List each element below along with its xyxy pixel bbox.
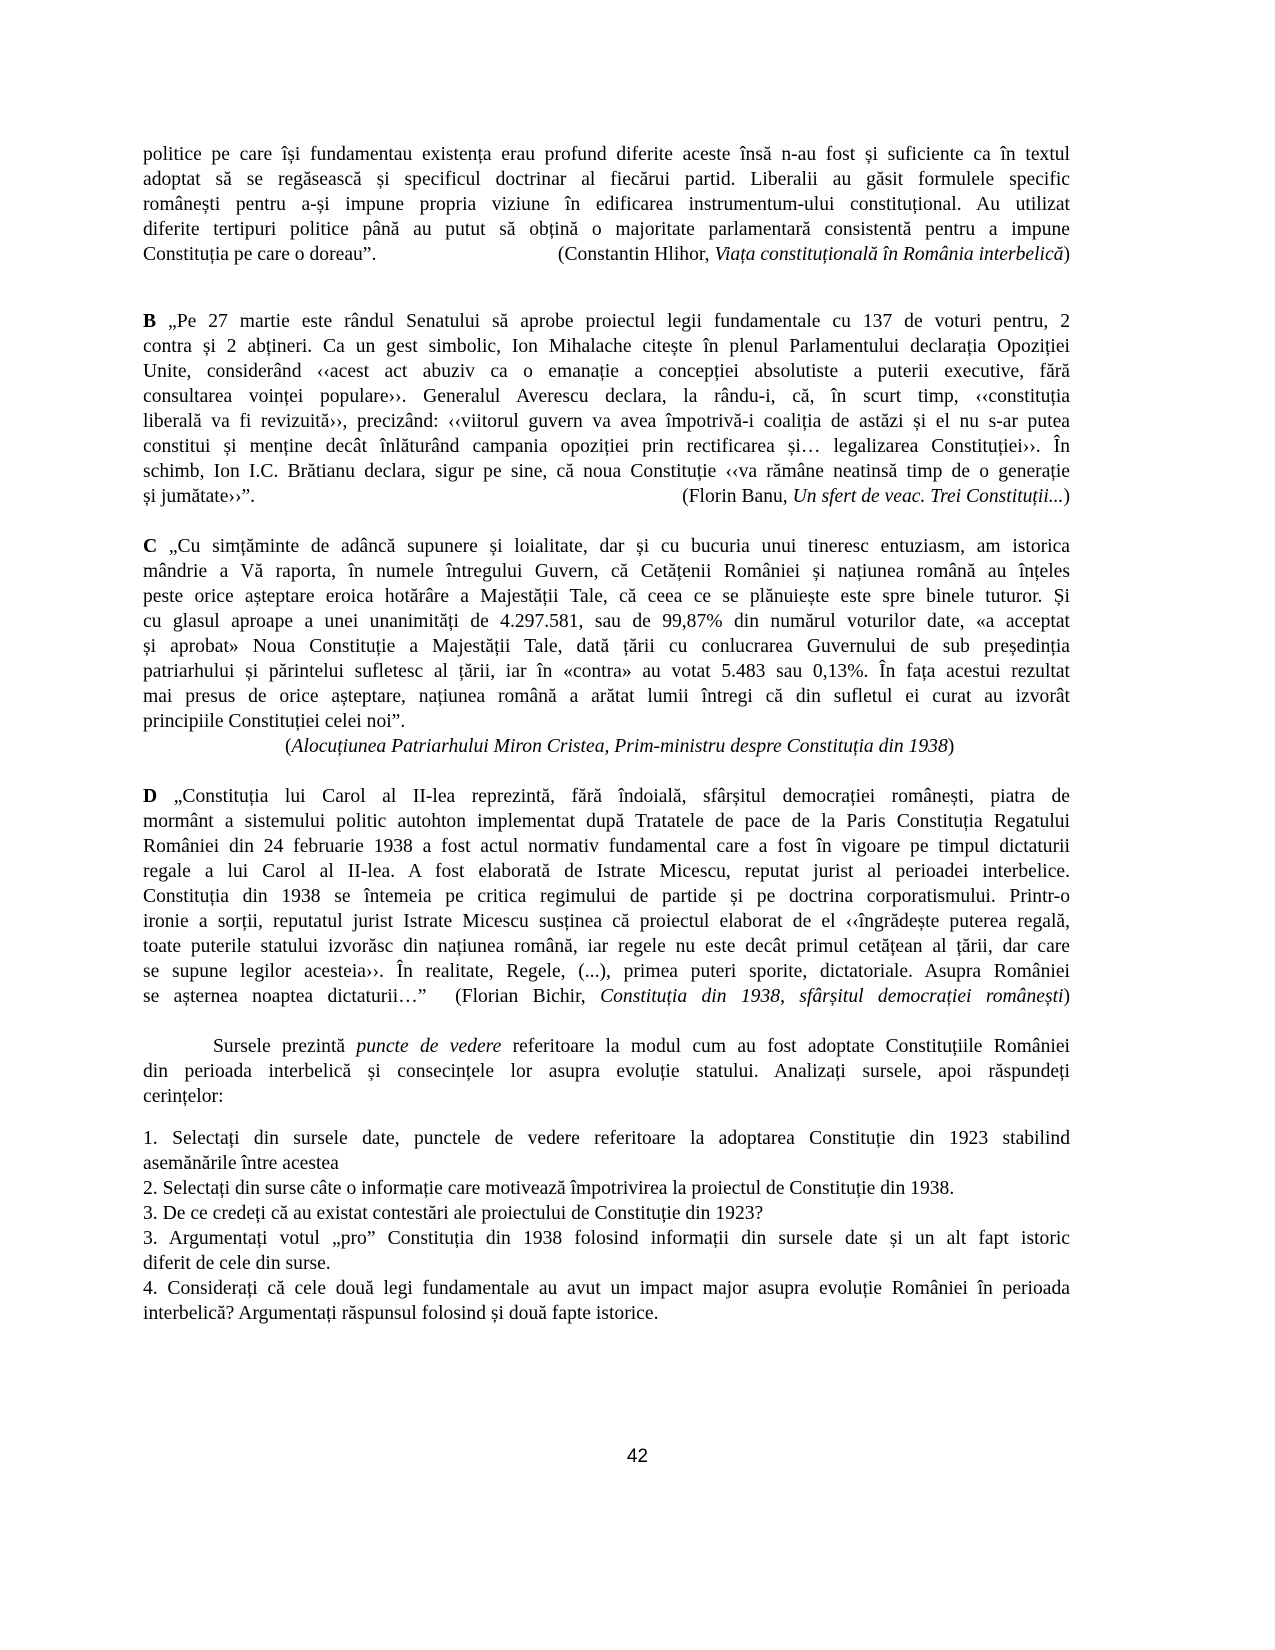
source-d	[143, 784, 1070, 1009]
line-text: se supune legilor acesteia››. În realitate, Regele, (...), primea puteri sporite, dictatoriale. Asupra României	[143, 961, 1070, 982]
question-item	[143, 1276, 1070, 1326]
question-item	[143, 1176, 1070, 1201]
line-text: schimb, Ion I.C. Brătianu declara, sigur pe sine, că noua Constituție ‹‹va rămâne neatinsă timp de o generație	[143, 461, 1070, 482]
question-item	[143, 1226, 1070, 1276]
source-b	[143, 309, 1070, 509]
page-number: 42	[626, 1446, 649, 1467]
question-line: 2. Selectați din surse câte o informație care motivează împotrivirea la proiectul de Constituție din 1938.	[143, 1178, 955, 1199]
citation-title: Viața constituțională în România interbelică	[714, 244, 1064, 265]
source-line	[143, 834, 1070, 859]
citation-close: )	[947, 736, 955, 757]
source-line	[143, 142, 1070, 167]
line-text: patriarhului și părintelui sufletesc al țării, iar în «contra» au votat 5.483 sau 0,13%. În fața acestui rezultat	[143, 661, 1070, 682]
question-line: asemănările între acestea	[143, 1153, 339, 1174]
source-line	[143, 309, 1070, 334]
source-line	[143, 859, 1070, 884]
line-text: ironie a sorții, reputatul jurist Istrate Micescu susținea că proiectul elaborat de el ‹‹îngrădește puterea regală,	[143, 911, 1070, 932]
source-last-line	[143, 984, 1070, 1009]
source-a	[143, 142, 1070, 267]
line-text: „Constituția lui Carol al II-lea reprezintă, fără îndoială, sfârșitul democrației românești, piatra de	[173, 786, 1070, 807]
line-text: principiile Constituției celei noi”.	[143, 711, 406, 732]
question-item	[143, 1201, 1070, 1226]
question-item	[143, 1126, 1070, 1176]
instructions-line: din perioada interbelică și consecințele lor asupra evoluție statului. Analizați sursele, apoi răspundeți	[143, 1061, 1070, 1082]
source-line	[143, 167, 1070, 192]
emphasis-text: puncte de vedere	[356, 1036, 502, 1057]
source-line	[143, 634, 1070, 659]
citation-author: (	[285, 736, 292, 757]
source-line	[143, 884, 1070, 909]
citation-author: (Florian Bichir,	[455, 986, 601, 1007]
line-text: consultarea voinței populare››. Generalul Averescu declara, la rându-i, că, în scurt timp, ‹‹constituția	[143, 386, 1070, 407]
source-line	[143, 684, 1070, 709]
citation-title: Un sfert de veac. Trei Constituții...	[792, 486, 1064, 507]
instructions-line: cerințelor:	[143, 1086, 224, 1107]
line-text: adoptat să se regăsească și specificul doctrinar al fiecărui partid. Liberalii au găsit formulele specific	[143, 169, 1070, 190]
line-text: mormânt a sistemului politic autohton implementat după Tratatele de pace de la Paris Constituția Regatului	[143, 811, 1070, 832]
line-text: cu glasul aproape a unei unanimități de 4.297.581, sau de 99,87% din numărul voturilor date, «a acceptat	[143, 611, 1070, 632]
source-line	[143, 384, 1070, 409]
line-text: „Pe 27 martie este rândul Senatului să aprobe proiectul legii fundamentale cu 137 de voturi pentru, 2	[168, 311, 1070, 332]
line-text: regale a lui Carol al II-lea. A fost elaborată de Istrate Micescu, reputat jurist al perioadei interbelice.	[143, 861, 1070, 882]
source-line	[143, 809, 1070, 834]
source-last-line	[143, 484, 1070, 509]
citation-title: Constituția din 1938, sfârșitul democrației românești	[600, 986, 1064, 1007]
line-text: contra și 2 abțineri. Ca un gest simbolic, Ion Mihalache citește în plenul Parlamentului declarația Opoziției	[143, 336, 1070, 357]
line-text: toate puterile statului izvorăsc din națiunea română, iar regele nu este decât primul cetățean al țării, dar care	[143, 936, 1070, 957]
citation-close: )	[1063, 486, 1070, 507]
citation-title: Alocuțiunea Patriarhului Miron Cristea, Prim-ministru despre Constituția din 1938	[291, 736, 948, 757]
source-line	[143, 334, 1070, 359]
question-line: 3. Argumentați votul „pro” Constituția din 1938 folosind informații din sursele date și un alt fapt istoric	[143, 1228, 1070, 1249]
line-text: Constituția din 1938 se întemeia pe critica regimului de partide și pe doctrina corporatismului. Printr-o	[143, 886, 1070, 907]
source-citation	[558, 242, 1070, 267]
line-text: românești pentru a-și impune propria viziune în edificarea instrumentum-ului constituțional. Au utilizat	[143, 194, 1070, 215]
source-line	[143, 559, 1070, 584]
citation-close: )	[1063, 244, 1070, 265]
source-line	[143, 192, 1070, 217]
line-text: se așternea noaptea dictaturii…”	[143, 986, 427, 1007]
source-line	[143, 959, 1070, 984]
source-line	[143, 534, 1070, 559]
question-line: 1. Selectați din sursele date, punctele de vedere referitoare la adoptarea Constituție din 1923 stabilind	[143, 1128, 1070, 1149]
line-text: și aprobat» Noua Constituție a Majestății Tale, dată țării cu conlucrarea Guvernului de sub președinția	[143, 636, 1070, 657]
line-text: mai presus de orice așteptare, națiunea română a arătat lumii întregi că din sufletul ei curat au izvorât	[143, 686, 1070, 707]
question-line: interbelică? Argumentați răspunsul folosind și două fapte istorice.	[143, 1303, 659, 1324]
line-text: liberală va fi revizuită››, precizând: ‹‹viitorul guvern va avea împotrivă-i coaliția de astăzi și el nu s-ar putea	[143, 411, 1070, 432]
line-text: „Cu simțăminte de adâncă supunere și loialitate, dar și cu bucuria unui tineresc entuziasm, am istorica	[168, 536, 1070, 557]
text: referitoare la modul cum au fost adoptate Constituțiile României	[501, 1036, 1070, 1057]
line-text: României din 24 februarie 1938 a fost actul normativ fundamental care a fost în vigoare pe timpul dictaturii	[143, 836, 1070, 857]
source-line	[143, 659, 1070, 684]
questions-list	[143, 1126, 1070, 1326]
source-line	[143, 584, 1070, 609]
source-citation	[285, 736, 954, 757]
source-line	[143, 359, 1070, 384]
source-line	[143, 784, 1070, 809]
source-line	[143, 434, 1070, 459]
source-line	[143, 934, 1070, 959]
source-letter: D	[143, 786, 158, 807]
citation-line	[143, 734, 1070, 759]
line-text: și jumătate››”.	[143, 486, 256, 507]
question-line: diferit de cele din surse.	[143, 1253, 331, 1274]
source-line	[143, 217, 1070, 242]
instructions-paragraph	[143, 1034, 1070, 1109]
source-last-line	[143, 242, 1070, 267]
line-text: constitui și menține decât înlăturând campania opoziției prin rectificarea și… legalizarea Constituției››. În	[143, 436, 1070, 457]
line-text: peste orice așteptare eroica hotărâre a Majestății Tale, că ceea ce se plănuiește este spre binele tuturor. Și	[143, 586, 1070, 607]
citation-author: (Constantin Hlihor,	[557, 244, 715, 265]
line-text: mândrie a Vă raporta, în numele întregului Guvern, că Cetățenii României și națiunea română au înțeles	[143, 561, 1070, 582]
source-letter: B	[143, 311, 157, 332]
document-page	[143, 142, 1070, 1326]
citation-author: (Florin Banu,	[682, 486, 793, 507]
source-last-line	[143, 709, 1070, 734]
source-line	[143, 609, 1070, 634]
source-line	[143, 409, 1070, 434]
source-letter: C	[143, 536, 158, 557]
source-citation	[455, 986, 1070, 1007]
question-line: 3. De ce credeți că au existat contestări ale proiectului de Constituție din 1923?	[143, 1203, 764, 1224]
source-c	[143, 534, 1070, 759]
source-citation	[682, 484, 1070, 509]
instructions-line	[143, 1034, 1070, 1059]
line-text: Constituția pe care o doreau”.	[143, 244, 377, 265]
question-line: 4. Considerați că cele două legi fundamentale au avut un impact major asupra evoluție României în perioada	[143, 1278, 1070, 1299]
line-text: politice pe care își fundamentau existența erau profund diferite aceste însă n-au fost și suficiente ca în textul	[143, 144, 1070, 165]
citation-close: )	[1063, 986, 1071, 1007]
line-text: Unite, considerând ‹‹acest act abuziv ca o emanație a concepției absolutiste a puterii executive, fără	[143, 361, 1070, 382]
source-line	[143, 459, 1070, 484]
source-line	[143, 909, 1070, 934]
line-text: diferite tertipuri politice până au putut să obțină o majoritate parlamentară consistentă pentru a impune	[143, 219, 1070, 240]
text: Sursele prezintă	[213, 1036, 357, 1057]
